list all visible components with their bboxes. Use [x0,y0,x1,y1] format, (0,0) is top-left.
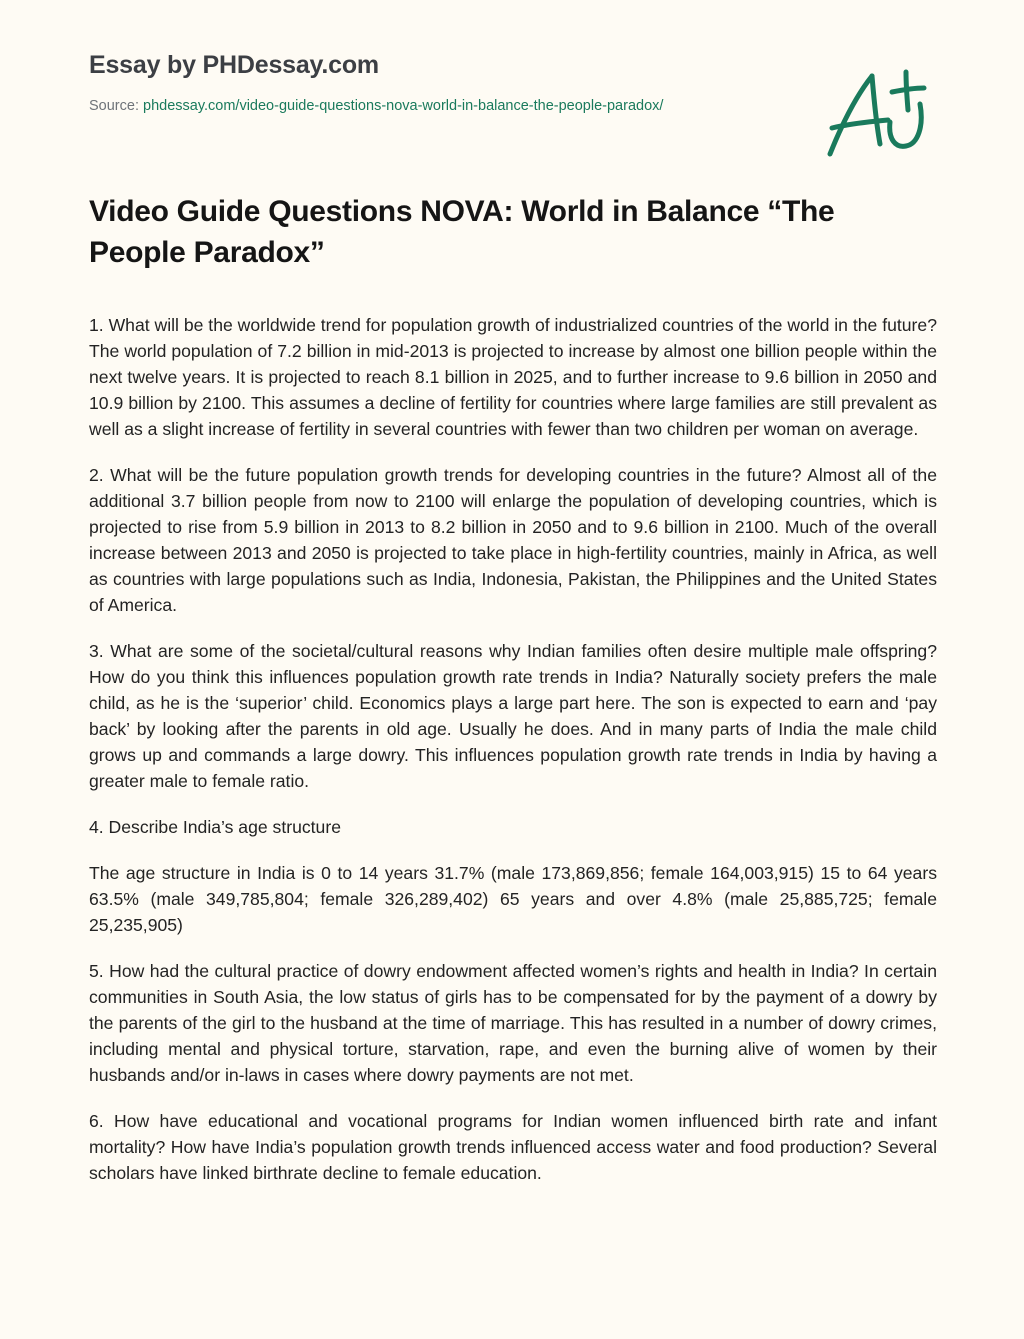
source-link[interactable]: phdessay.com/video-guide-questions-nova-world-in-balance-the-people-paradox/ [143,98,664,114]
site-brand: Essay by PHDessay.com [89,51,379,79]
paragraph-age-structure: The age structure in India is 0 to 14 years 31.7% (male 173,869,856; female 164,003,915) 15 to 64 years 63.5% (male 349,785,804; female 326,289,402) 65 years and over 4.8% (male 25,885,725; female 25,235,905) [89,863,937,935]
paragraph-question-3: 3. What are some of the societal/cultural reasons why Indian families often desire multiple male offspring? How do you think this influences population growth rate trends in India? Naturally society prefers the male child, as he is the ‘superior’ child. Economics plays a large part here. The son is expected to earn and ‘pay back’ by looking after the parents in old age. Usually he does. And in many parts of India the male child grows up and commands a large dowry. This influences population growth rate trends in India by having a greater male to female ratio. [89,641,937,791]
paragraph-question-1: 1. What will be the worldwide trend for population growth of industrialized countries of the world in the future? The world population of 7.2 billion in mid-2013 is projected to increase by almost one billion people within the next twelve years. It is projected to reach 8.1 billion in 2025, and to further increase to 9.6 billion in 2050 and 10.9 billion by 2100. This assumes a decline of fertility for countries where large families are still prevalent as well as a slight increase of fertility in several countries with fewer than two children per woman on average. [89,315,937,439]
article-body [89,312,937,1206]
a-plus-grade-icon [820,62,930,162]
paragraph-question-2: 2. What will be the future population growth trends for developing countries in the future? Almost all of the additional 3.7 billion people from now to 2100 will enlarge the population of developing countries, which is projected to rise from 5.9 billion in 2013 to 8.2 billion in 2050 and to 9.6 billion in 2100. Much of the overall increase between 2013 and 2050 is projected to take place in high-fertility countries, mainly in Africa, as well as countries with large populations such as India, Indonesia, Pakistan, the Philippines and the United States of America. [89,465,937,615]
page-title: Video Guide Questions NOVA: World in Balance “The People Paradox” [89,195,835,269]
source-label: Source: [89,98,143,114]
paragraph-question-6: 6. How have educational and vocational programs for Indian women influenced birth rate and infant mortality? How have India’s population growth trends influenced access water and food production? Several scholars have linked birthrate decline to female education. [89,1111,937,1183]
paragraph-question-5: 5. How had the cultural practice of dowry endowment affected women’s rights and health in India? In certain communities in South Asia, the low status of girls has to be compensated for by the payment of a dowry by the parents of the girl to the husband at the time of marriage. This has resulted in a number of dowry crimes, including mental and physical torture, starvation, rape, and even the burning alive of women by their husbands and/or in-laws in cases where dowry payments are not met. [89,961,937,1085]
source-line [89,96,809,116]
paragraph-question-4: 4. Describe India’s age structure [89,817,341,837]
page-header [89,48,809,116]
